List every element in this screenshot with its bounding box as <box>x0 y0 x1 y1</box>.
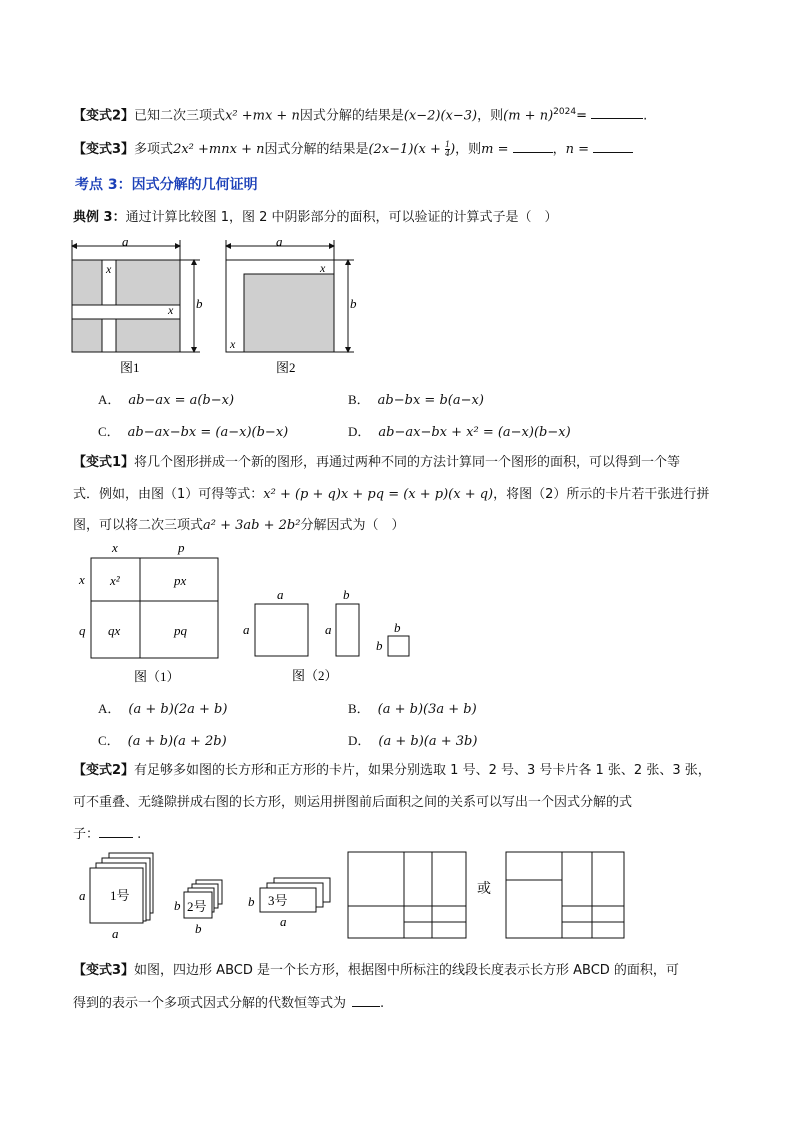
svg-text:qx: qx <box>108 623 121 638</box>
svg-text:x: x <box>112 540 118 555</box>
grid-figure1 <box>78 540 218 684</box>
option-d[interactable]: D． ab−ax−bx + x² = (a−x)(b−x) <box>348 424 571 440</box>
fraction: $\frac{1}{4}$ <box>444 140 451 158</box>
option-b[interactable]: B． (a + b)(3a + b) <box>348 701 477 717</box>
svg-text:a: a <box>79 888 86 903</box>
variant3-tag: 【变式3】 <box>73 142 135 157</box>
card-2 <box>174 880 222 936</box>
svg-text:a: a <box>112 926 119 941</box>
svg-text:图（1）: 图（1） <box>134 669 180 684</box>
cards-figure2 <box>243 587 409 683</box>
svg-text:a: a <box>325 622 332 637</box>
fig1-label-x-top: x <box>106 262 112 276</box>
example3-figures <box>70 236 370 376</box>
svg-text:2号: 2号 <box>187 899 207 914</box>
variant3b-line1: 【变式3】如图，四边形 ABCD 是一个长方形，根据图中所标注的线段长度表示长方形 ABCD 的面积，可 <box>73 963 679 978</box>
variant2-question: 【变式2】已知二次三项式x² +mx + n因式分解的结果是(x−2)(x−3)，则$(m + n)^{2024}=$ . <box>73 107 648 124</box>
fig1-label-b: b <box>196 296 203 311</box>
svg-text:b: b <box>248 894 255 909</box>
fig2-label-b: b <box>350 296 357 311</box>
example3-tag: 典例 3： <box>73 210 126 225</box>
answer-blank-m[interactable] <box>513 140 553 153</box>
variant2b-line1: 【变式2】有足够多如图的长方形和正方形的卡片，如果分别选取 1 号、2 号、3 号卡片各 1 张、2 张、3 张， <box>73 763 711 778</box>
variant3b-tag: 【变式3】 <box>73 963 135 978</box>
svg-text:a: a <box>277 587 284 602</box>
svg-text:3号: 3号 <box>268 893 288 908</box>
variant1-line2: 式．例如，由图（1）可得等式：x² + (p + q)x + pq = (x + p)(x + q)，将图（2）所示的卡片若干张进行拼 <box>73 487 710 502</box>
fig2-label-a: a <box>276 236 283 249</box>
option-b[interactable]: B． ab−bx = b(a−x) <box>348 392 484 408</box>
svg-text:b: b <box>376 638 383 653</box>
option-c[interactable]: C． (a + b)(a + 2b) <box>98 733 227 749</box>
svg-text:图（2）: 图（2） <box>292 668 338 683</box>
svg-text:b: b <box>174 898 181 913</box>
answer-blank[interactable] <box>99 825 133 838</box>
variant1-line3: 图，可以将二次三项式a² + 3ab + 2b²分解因式为（ ） <box>73 518 405 533</box>
answer-blank[interactable] <box>591 106 643 119</box>
figure1 <box>72 236 203 375</box>
variant3b-line2: 得到的表示一个多项式因式分解的代数恒等式为 . <box>73 996 385 1011</box>
or-text: 或 <box>477 882 491 897</box>
card-1 <box>79 853 153 941</box>
option-a[interactable]: A． (a + b)(2a + b) <box>98 701 228 717</box>
variant3-question: 【变式3】多项式2x² +mnx + n因式分解的结果是(2x−1)(x + $\frac{1}{4}$ )，则m = ，n = <box>73 140 633 159</box>
answer-blank[interactable] <box>352 994 380 1007</box>
svg-text:p: p <box>178 540 185 555</box>
variant1-line1: 【变式1】将几个图形拼成一个新的图形，再通过两种不同的方法计算同一个图形的面积，可以得到一个等 <box>73 455 681 470</box>
tiling-2 <box>506 852 624 938</box>
section-title: 考点 3：因式分解的几何证明 <box>75 177 258 193</box>
svg-text:1号: 1号 <box>110 888 130 903</box>
svg-text:a: a <box>280 914 287 929</box>
variant2b-line3: 子： . <box>73 827 142 842</box>
variant2b-tag: 【变式2】 <box>73 763 135 778</box>
card-3 <box>248 878 330 929</box>
fig2-label-x-left: x <box>230 337 236 351</box>
variant2b-line2: 可不重叠、无缝隙拼成右图的长方形，则运用拼图前后面积之间的关系可以写出一个因式分解的式 <box>73 795 633 810</box>
svg-text:pq: pq <box>174 623 187 638</box>
fig1-label-x-right: x <box>168 303 174 317</box>
svg-text:q: q <box>79 623 86 638</box>
figure2 <box>226 236 357 375</box>
svg-text:px: px <box>174 573 187 588</box>
option-a[interactable]: A． ab−ax = a(b−x) <box>98 392 235 408</box>
svg-text:b: b <box>394 620 401 635</box>
option-d[interactable]: D． (a + b)(a + 3b) <box>348 733 478 749</box>
fig2-caption: 图2 <box>276 360 296 375</box>
svg-text:x: x <box>79 572 85 587</box>
fig1-caption: 图1 <box>120 360 140 375</box>
option-c[interactable]: C． ab−ax−bx = (a−x)(b−x) <box>98 424 289 440</box>
example3-question: 典例 3：通过计算比较图 1，图 2 中阴影部分的面积，可以验证的计算式子是（ ） <box>73 210 558 225</box>
svg-text:x²: x² <box>110 573 120 588</box>
svg-text:a: a <box>243 622 250 637</box>
variant1-figures <box>74 538 434 688</box>
fig1-label-a: a <box>122 236 129 249</box>
variant2b-figures <box>74 848 644 948</box>
fig2-label-x-top: x <box>320 261 326 275</box>
variant2-tag: 【变式2】 <box>73 108 135 124</box>
svg-text:b: b <box>195 921 202 936</box>
tiling-1 <box>348 852 466 938</box>
answer-blank-n[interactable] <box>593 140 633 153</box>
variant1-tag: 【变式1】 <box>73 455 135 470</box>
svg-text:b: b <box>343 587 350 602</box>
